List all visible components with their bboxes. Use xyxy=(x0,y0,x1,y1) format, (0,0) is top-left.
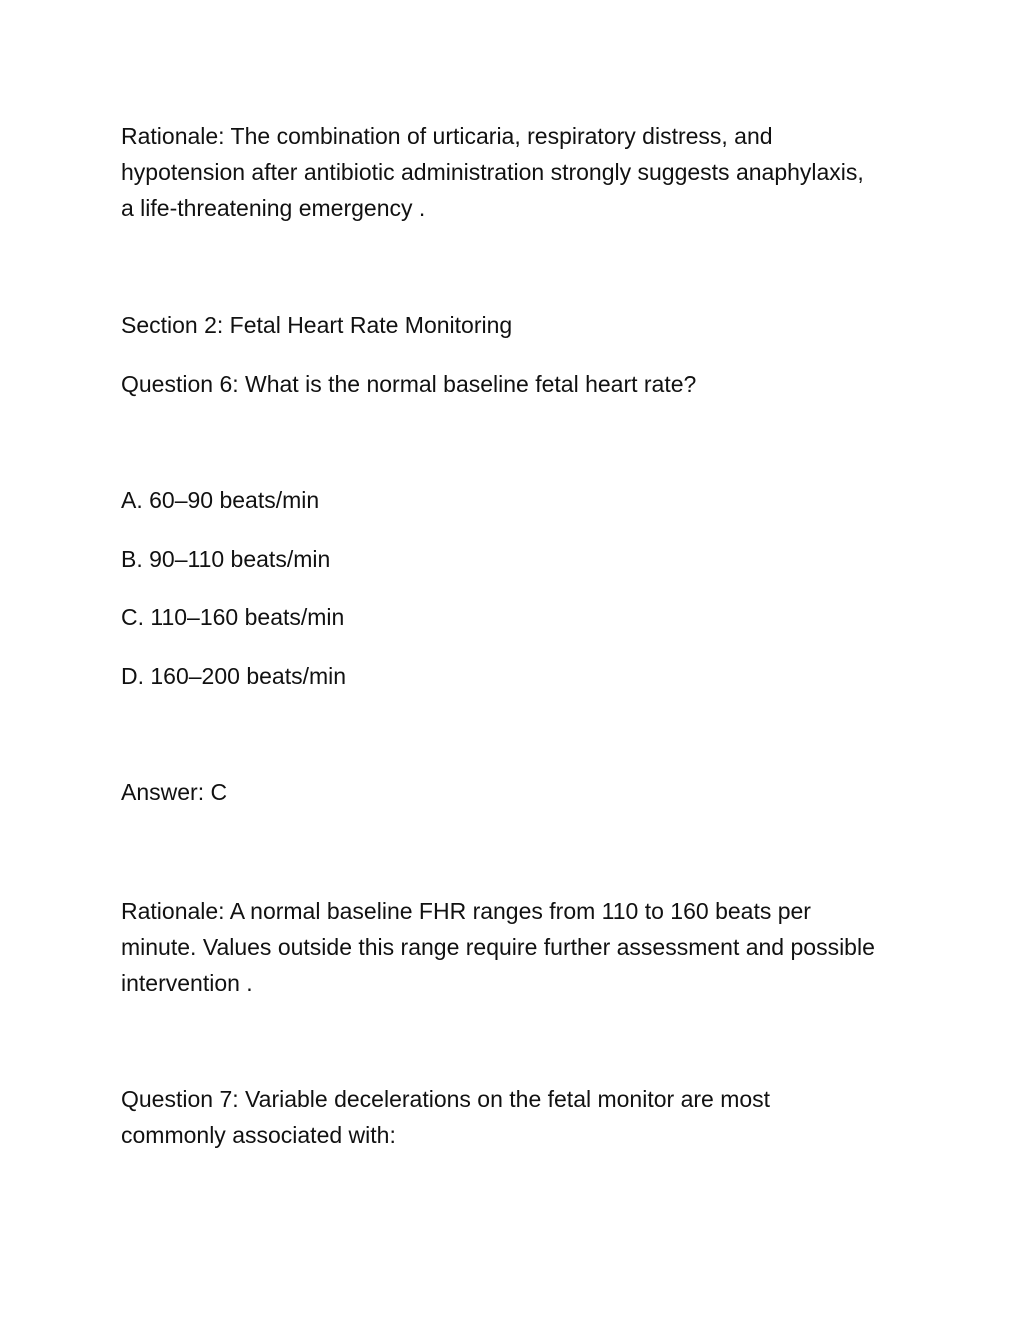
answer-option-b: B. 90–110 beats/min xyxy=(121,546,331,572)
question-6-prompt: Question 6: What is the normal baseline fetal heart rate? xyxy=(121,371,697,397)
question-7-prompt: Question 7: Variable decelerations on the fetal monitor are most commonly associated with: xyxy=(121,1086,771,1148)
question-6-answer: Answer: C xyxy=(121,779,228,805)
answer-option-c: C. 110–160 beats/min xyxy=(121,604,345,630)
rationale-paragraph-q5: Rationale: The combination of urticaria, respiratory distress, and hypotension after antibiotic administration strongly suggests anaphylaxis, a life-threatening emergency . xyxy=(121,123,864,221)
answer-option-a: A. 60–90 beats/min xyxy=(121,487,320,513)
section-heading: Section 2: Fetal Heart Rate Monitoring xyxy=(121,312,513,338)
question-6-rationale: Rationale: A normal baseline FHR ranges from 110 to 160 beats per minute. Values outside this range require further assessment and possible intervention . xyxy=(121,898,875,996)
answer-option-d: D. 160–200 beats/min xyxy=(121,663,347,689)
